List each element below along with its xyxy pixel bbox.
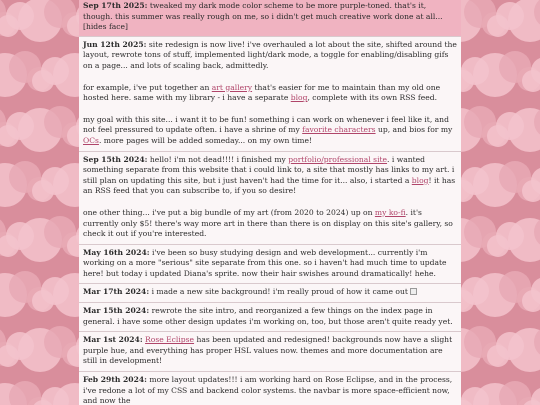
entry-text: my goal with this site... i want it to be fun! something i can work on whenever i feel like it, and not feel pressured to update often. i have a shrine of my bbox=[83, 114, 449, 135]
ocs-link[interactable]: OCs bbox=[83, 135, 99, 145]
entry-text: i've been so busy studying design and web development... currently i'm working on a more "serious" site separate from this one. so i haven't had much time to update here! but today i updated Diana's sprite. now their hair swishes around dramatically! hehe. bbox=[83, 247, 447, 278]
entry-date: Mar 17th 2024: bbox=[83, 287, 150, 297]
entry-text: more layout updates!!! i am working hard on Rose Eclipse, and in the process, i've redone a lot of my CSS and backend color systems. the navbar is more space-efficient now, and now the bbox=[83, 375, 453, 405]
entry-text: site redesign is now live! i've overhauled a lot about the site, shifted around the layout, rewrote tons of stuff, implemented light/dark mode, a toggle for enabling/disabling gifs on a page... and lots of scaling back, admittedly. bbox=[83, 39, 457, 70]
updates-feed[interactable] bbox=[79, 0, 461, 405]
entry-text: , complete with its own RSS feed. bbox=[307, 93, 437, 103]
update-entry bbox=[79, 245, 461, 285]
entry-text: for example, i've put together an bbox=[83, 82, 212, 92]
kofi-link[interactable]: my ko-fi bbox=[374, 207, 406, 217]
entry-date: Sep 17th 2025: bbox=[83, 1, 148, 10]
entry-date: Jun 12th 2025: bbox=[83, 39, 147, 49]
entry-text: rewrote the site intro, and reorganized a few things on the index page in general. i have some other design updates i'm working on, too, but those aren't quite ready yet. bbox=[83, 306, 453, 326]
rose-eclipse-link[interactable]: Rose Eclipse bbox=[145, 335, 195, 345]
entry-text: tweaked my dark mode color scheme to be more purple-toned. that's it, though. this summer was really rough on me, so i didn't get much creative work done at all... bbox=[83, 1, 443, 21]
entry-text: ! it has an RSS feed that you can subscribe to, if you so desire! bbox=[83, 175, 456, 196]
entry-text: i made a new site background! i'm really proud of how it came out bbox=[149, 287, 411, 297]
entry-text: hello! i'm not dead!!!! i finished my bbox=[147, 154, 289, 164]
entry-text: has been updated and redesigned! backgrounds now have a slight purple hue, and everything has proper HSL values now. themes and more documentation are still in development! bbox=[83, 335, 453, 366]
favorite-characters-link[interactable]: favorite characters bbox=[302, 125, 376, 135]
entry-text: . more pages will be added someday... on my own time! bbox=[98, 135, 312, 145]
blog-link[interactable]: blog bbox=[290, 93, 308, 103]
blog-link[interactable]: blog bbox=[411, 175, 429, 185]
update-entry bbox=[79, 372, 461, 405]
update-entry bbox=[79, 303, 461, 332]
entry-text: one other thing... i've put a big bundle of my art (from 2020 to 2024) up on bbox=[83, 207, 375, 217]
entry-date: May 16th 2024: bbox=[83, 247, 150, 257]
update-entry bbox=[79, 152, 461, 245]
portfolio-link[interactable]: portfolio/professional site bbox=[288, 154, 388, 164]
update-entry-pinned bbox=[79, 0, 461, 37]
broken-image-icon bbox=[410, 288, 417, 295]
art-gallery-link[interactable]: art gallery bbox=[211, 82, 253, 92]
entry-text: . i wanted something separate from this website that i could link to, a site that mostly has links to my art. i still plan on updating this site, but i just haven't had the time for it... also, i started a bbox=[83, 154, 455, 185]
entry-text: up, and bios for my bbox=[375, 125, 453, 135]
entry-text: that's easier for me to maintain than my old one hosted here. same with my library - i have a separate bbox=[83, 82, 441, 103]
entry-text: . it's currently only $5! there's way more art in there than there is on display on this site's gallery, so check it out if you're interested. bbox=[83, 207, 453, 239]
entry-date: Mar 15th 2024: bbox=[83, 306, 150, 316]
hides-face-text: [hides face] bbox=[83, 22, 128, 32]
entry-date: Feb 29th 2024: bbox=[83, 375, 147, 385]
update-entry bbox=[79, 37, 461, 152]
entry-date: Mar 1st 2024: bbox=[83, 335, 143, 345]
update-entry bbox=[79, 332, 461, 372]
entry-date: Sep 15th 2024: bbox=[83, 154, 148, 164]
update-entry bbox=[79, 284, 461, 303]
